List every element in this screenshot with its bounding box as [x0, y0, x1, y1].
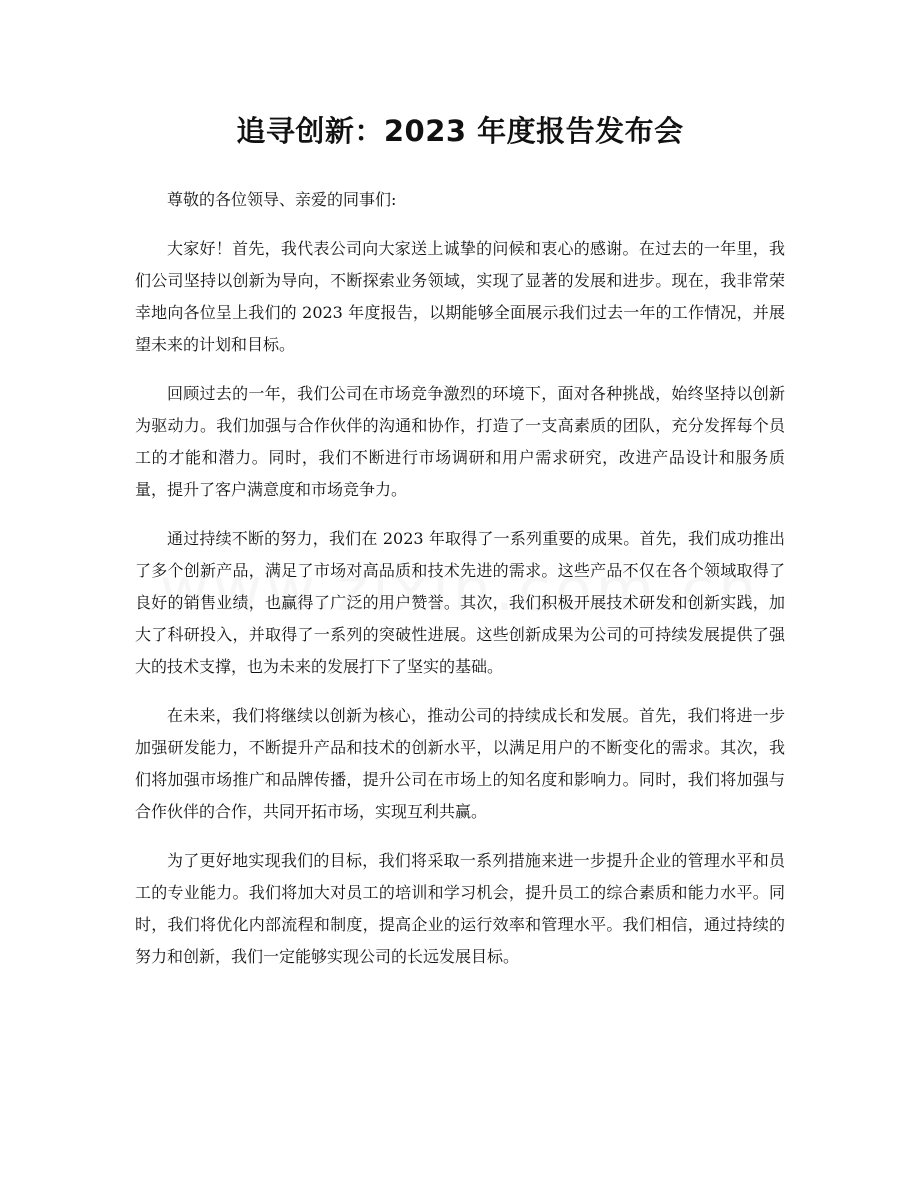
- body-paragraph: 通过持续不断的努力，我们在 2023 年取得了一系列重要的成果。首先，我们成功推出了多个创新产品，满足了市场对高品质和技术先进的需求。这些产品不仅在各个领域取得了良好的销售业绩，也赢得了广泛的用户赞誉。其次，我们积极开展技术研发和创新实践，加大了科研投入，并取得了一系列的突破性进展。这些创新成果为公司的可持续发展提供了强大的技术支撑，也为未来的发展打下了坚实的基础。: [135, 529, 785, 676]
- document-body: [135, 184, 785, 990]
- body-paragraph: 在未来，我们将继续以创新为核心，推动公司的持续成长和发展。首先，我们将进一步加强研发能力，不断提升产品和技术的创新水平，以满足用户的不断变化的需求。其次，我们将加强市场推广和品牌传播，提升公司在市场上的知名度和影响力。同时，我们将加强与合作伙伴的合作，共同开拓市场，实现互利共赢。: [135, 706, 785, 821]
- body-paragraph: 为了更好地实现我们的目标，我们将采取一系列措施来进一步提升企业的管理水平和员工的专业能力。我们将加大对员工的培训和学习机会，提升员工的综合素质和能力水平。同时，我们将优化内部流程和制度，提高企业的运行效率和管理水平。我们相信，通过持续的努力和创新，我们一定能够实现公司的长远发展目标。: [135, 851, 785, 966]
- salutation-paragraph: 尊敬的各位领导、亲爱的同事们:: [167, 190, 397, 209]
- body-paragraph: 回顾过去的一年，我们公司在市场竞争激烈的环境下，面对各种挑战，始终坚持以创新为驱动力。我们加强与合作伙伴的沟通和协作，打造了一支高素质的团队，充分发挥每个员工的才能和潜力。同时，我们不断进行市场调研和用户需求研究，改进产品设计和服务质量，提升了客户满意度和市场竞争力。: [135, 384, 785, 499]
- document-title: 追寻创新：2023 年度报告发布会: [236, 114, 684, 148]
- body-paragraph: 大家好！首先，我代表公司向大家送上诚挚的问候和衷心的感谢。在过去的一年里，我们公司坚持以创新为导向，不断探索业务领域，实现了显著的发展和进步。现在，我非常荣幸地向各位呈上我们的 2023 年度报告，以期能够全面展示我们过去一年的工作情况，并展望未来的计划和目标。: [135, 239, 785, 354]
